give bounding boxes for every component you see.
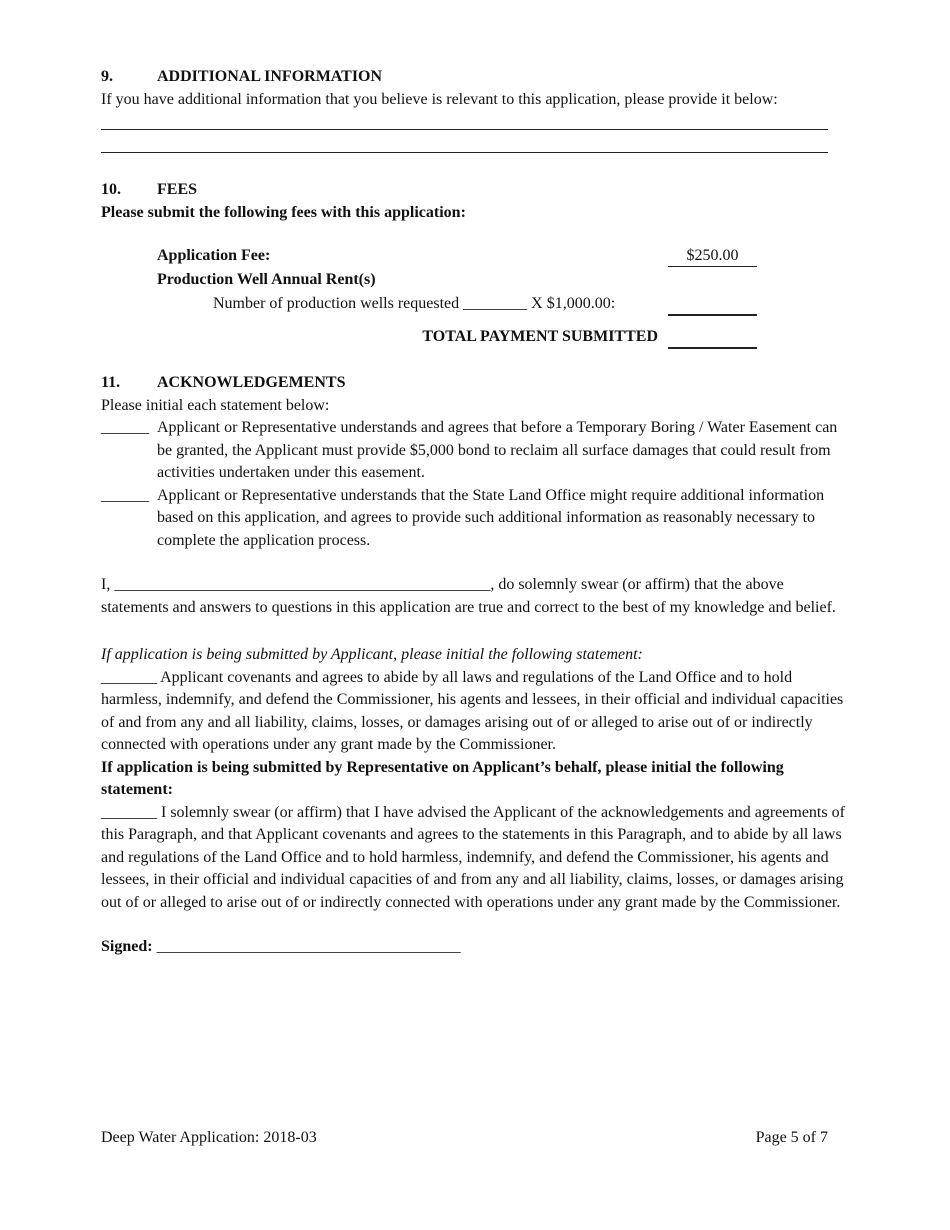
ack-instruction: Please initial each statement below: xyxy=(101,396,330,414)
wells-amount-field[interactable] xyxy=(668,293,757,316)
section-number: 10. xyxy=(101,181,121,198)
ack-text: Applicant or Representative understands that the State Land Office might require additional information based on this application, and agrees to provide such additional information as reasonably necessary to complete the application process. xyxy=(157,486,825,549)
application-fee-row xyxy=(101,245,851,269)
rent-row xyxy=(101,269,851,293)
representative-statement: _______ I solemnly swear (or affirm) that I have advised the Applicant of the acknowledgements and agreements of this Paragraph, and that Applicant covenants and agrees to the statements in this Paragraph, and to abide by all laws and regulations of the Land Office and to hold harmless, indemnify, and defend the Commissioner, his agents and lessees, in their official and individual capacities of and from any and all liability, claims, losses, or damages arising out of or alleged to arise out of or indirectly connected with operations under any grant made by the Commissioner. xyxy=(101,803,845,911)
section-heading: ACKNOWLEDGEMENTS xyxy=(157,374,346,391)
signature-row xyxy=(101,936,851,959)
section-9-title xyxy=(101,66,851,89)
section-number: 9. xyxy=(101,68,113,85)
initial-blank[interactable]: ______ xyxy=(101,419,149,436)
additional-info-prompt: If you have additional information that you believe is relevant to this application, please provide it below: xyxy=(101,90,778,108)
applicant-heading: If application is being submitted by Applicant, please initial the following statement: xyxy=(101,646,643,663)
signature-line[interactable]: ______________________________________ xyxy=(156,938,461,955)
ack-item xyxy=(101,417,851,485)
application-fee-amount: $250.00 xyxy=(668,245,757,267)
wells-row xyxy=(101,293,851,317)
section-11-title xyxy=(101,372,851,395)
ack-text: Applicant or Representative understands and agrees that before a Temporary Boring / Water Easement can be granted, the Applicant must provide $5,000 bond to reclaim all surface damages that could result from activities undertaken under this easement. xyxy=(157,419,838,481)
section-10-title xyxy=(101,179,851,202)
wells-label: Number of production wells requested ________ X $1,000.00: xyxy=(213,295,616,312)
applicant-statement: _______ Applicant covenants and agrees to abide by all laws and regulations of the Land Office and to hold harmless, indemnify, and defend the Commissioner, his agents and lessees, in their official and individual capacities of and from any and all liability, claims, losses, or damages arising out of or alleged to arise out of or indirectly connected with operations under any grant made by the Commissioner. xyxy=(101,668,844,753)
application-fee-label: Application Fee: xyxy=(157,247,271,264)
rent-label: Production Well Annual Rent(s) xyxy=(157,271,376,288)
form-page xyxy=(101,66,851,959)
total-row xyxy=(101,326,851,350)
ack-item xyxy=(101,485,851,553)
fees-instruction: Please submit the following fees with this application: xyxy=(101,203,466,221)
total-label: TOTAL PAYMENT SUBMITTED xyxy=(422,328,658,345)
section-heading: ADDITIONAL INFORMATION xyxy=(157,68,383,85)
section-heading: FEES xyxy=(157,181,198,198)
footer-document-title: Deep Water Application: 2018-03 xyxy=(101,1129,317,1146)
section-number: 11. xyxy=(101,374,121,391)
total-amount-field[interactable] xyxy=(668,326,757,349)
initial-blank[interactable]: ______ xyxy=(101,486,149,504)
footer-page-number: Page 5 of 7 xyxy=(755,1129,828,1146)
signed-label: Signed: xyxy=(101,938,153,955)
representative-heading: If application is being submitted by Representative on Applicant’s behalf, please initial the following statement: xyxy=(101,758,784,798)
oath-statement: I, _______________________________________________, do solemnly swear (or affirm) that the above statements and answers to questions in this application are true and correct to the best of my knowledge and belief. xyxy=(101,576,836,616)
